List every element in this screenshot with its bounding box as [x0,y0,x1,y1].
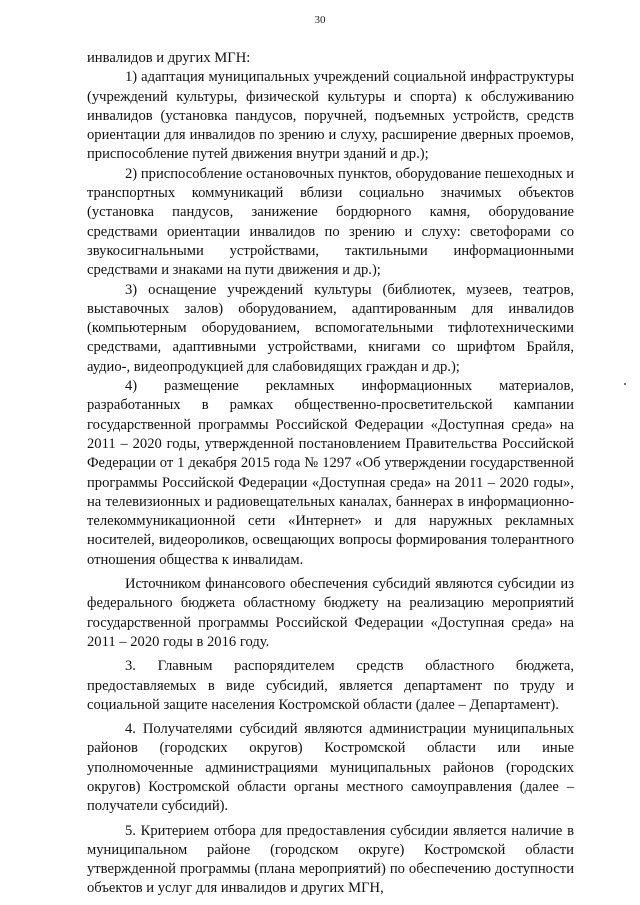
paragraph-funding-source: Источником финансового обеспечения субсидий являются субсидии из федерального бюджета областному бюджету на реализацию мероприятий государственной программы Российской Федерации «Доступная среда» на 2011 – 2020 годы в 2016 году. [87,576,574,650]
paragraph-section-5: 5. Критерием отбора для предоставления субсидии является наличие в муниципальном районе (городском округе) Костромской области утвержденной программы (плана мероприятий) по обеспечению доступности объектов и услуг для инвалидов и других МГН, [87,822,574,897]
paragraph-item-4: 4) размещение рекламных информационных материалов, разработанных в рамках общественно-просветительской кампании государственной программы Российской Федерации «Доступная среда» на 2011 – 2020 годы, утвержденной постановлением Правительства Российской Федерации от 1 декабря 2015 года № 1297 «Об утверждении государственной программы Российской Федерации «Доступная среда» на 2011 – 2020 годы», на телевизионных и радиовещательных каналах, баннерах в информационно-телекоммуникационной сети «Интернет» и для наружных рекламных носителей, видеороликов, освещающих вопросы формирования толерантного отношения общества к инвалидам. [87,378,574,568]
page-number: 30 [314,14,326,26]
paragraph-item-3: 3) оснащение учреждений культуры (библиотек, музеев, театров, выставочных залов) оборудованием, адаптированным для инвалидов (компьютерным оборудованием, вспомогательными тифлотехническими средствами, адаптивными устройствами, книгами со шрифтом Брайля, аудио-, видеопродукцией для слабовидящих граждан и др.); [87,281,574,375]
scan-speck [624,383,626,385]
paragraph-section-4: 4. Получателями субсидий являются администрации муниципальных районов (городских округов) Костромской области или иные уполномоченные администрациями муниципальных районов (городских округов) Костромской области органы местного самоуправления (далее – получатели субсидий). [87,721,574,815]
paragraph-section-3: 3. Главным распорядителем средств областного бюджета, предоставляемых в виде субсидий, является департамент по труду и социальной защите населения Костромской области (далее – Департамент). [87,658,574,713]
paragraph-item-2: 2) приспособление остановочных пунктов, оборудование пешеходных и транспортных коммуникаций вблизи социально значимых объектов (установка пандусов, занижение бордюрного камня, оборудование средствами ориентации инвалидов по зрению и слуху: светофорами со звукосигнальными устройствами, тактильными информационными средствами и знаками на пути движения и др.); [87,165,574,279]
paragraph-intro: инвалидов и других МГН: [87,50,251,66]
document-body [87,49,574,899]
paragraph-item-1: 1) адаптация муниципальных учреждений социальной инфраструктуры (учреждений культуры, физической культуры и спорта) к обслуживанию инвалидов (установка пандусов, поручней, подъемных устройств, средств ориентации для инвалидов по зрению и слуху, расширение дверных проемов, приспособление путей движения внутри зданий и др.); [87,69,574,163]
